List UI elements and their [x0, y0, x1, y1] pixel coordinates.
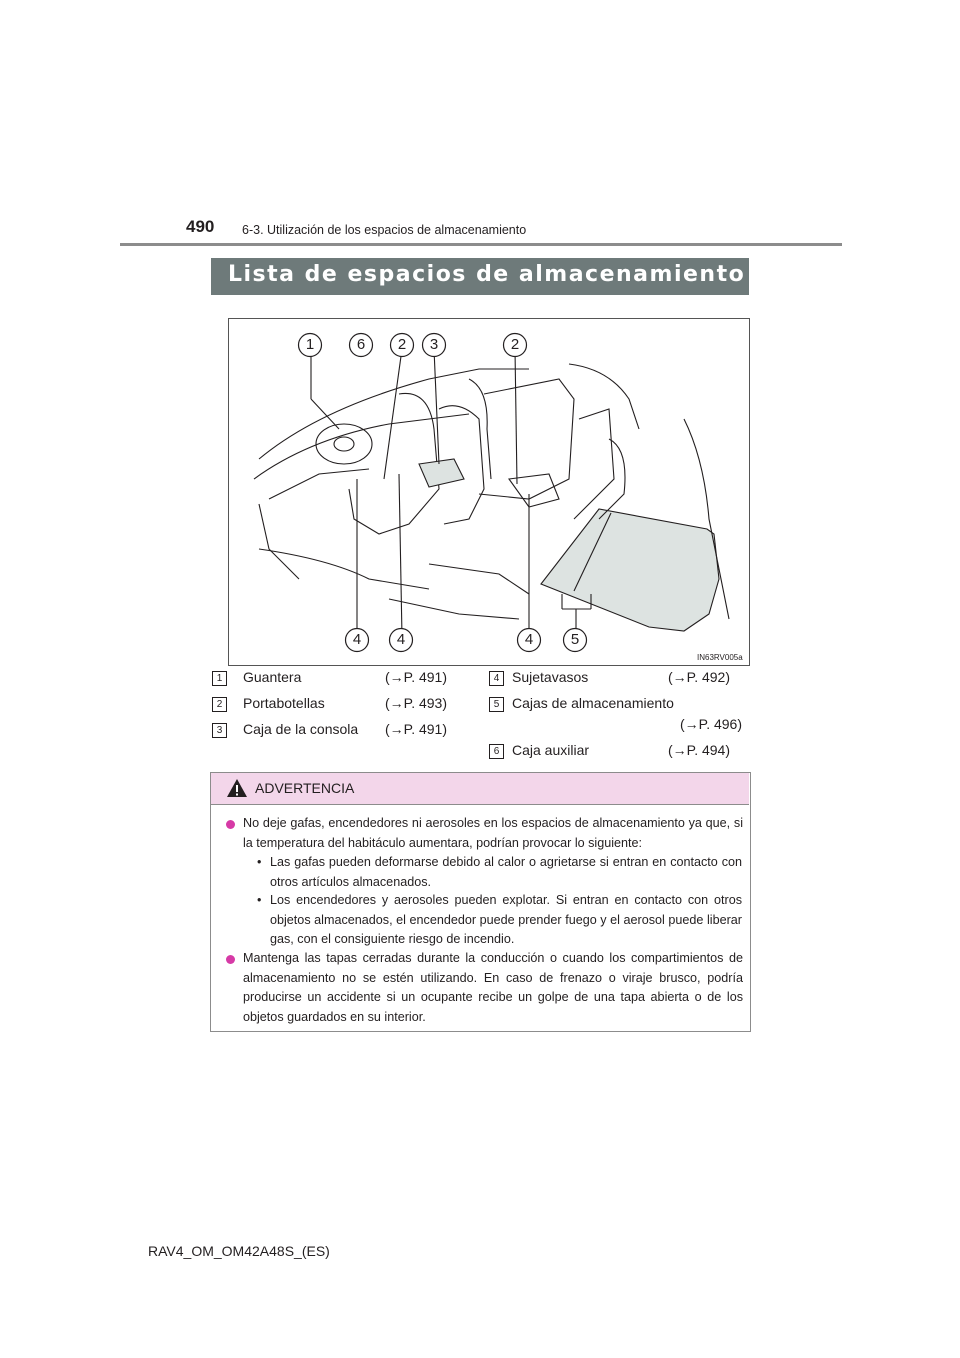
legend-label: Guantera: [243, 669, 302, 685]
legend-number: 6: [489, 744, 504, 759]
callout-label: 2: [397, 336, 407, 353]
callout-label: 4: [524, 631, 534, 648]
warning-sub-item-1: Las gafas pueden deformarse debido al calor o agrietarse si entran en contacto con otros artículos almacenados.: [270, 855, 742, 889]
section-header: 6-3. Utilización de los espacios de almacenamiento: [242, 223, 527, 237]
callout-5: [561, 626, 589, 659]
legend-page-ref: (→P. 491): [385, 721, 447, 737]
legend-page-ref: (→P. 493): [385, 695, 447, 711]
callout-1: [296, 331, 324, 364]
callout-label: 6: [356, 336, 366, 353]
callout-3: [420, 331, 448, 364]
callout-label: 4: [352, 631, 362, 648]
illustration-code: IN63RV005a: [697, 653, 743, 662]
callout-4-b: [387, 626, 415, 659]
sub-bullet-marker: •: [257, 893, 262, 907]
legend-number: 3: [212, 723, 227, 738]
legend-label: Portabotellas: [243, 695, 325, 711]
legend-number: 4: [489, 671, 504, 686]
callout-4-c: [515, 626, 543, 659]
legend-page-ref: (→P. 492): [668, 669, 730, 685]
storage-box-shape: [541, 509, 719, 631]
legend-page-ref: (→P. 494): [668, 742, 730, 758]
sub-bullet-marker: •: [257, 855, 262, 869]
callout-2: [388, 331, 416, 364]
bullet-dot: [226, 820, 235, 829]
header-rule: [120, 243, 842, 246]
warning-title: ADVERTENCIA: [255, 780, 355, 796]
callout-label: 2: [510, 336, 520, 353]
callout-6: [347, 331, 375, 364]
legend-label: Cajas de almacenamiento: [512, 695, 674, 711]
warning-item-2: Mantenga las tapas cerradas durante la conducción o cuando los compartimientos de almacenamiento no se estén utilizando. En caso de frenazo o viraje brusco, podría producirse un accidente si un ocupante recibe un golpe de una tapa abierta o de los objetos guardados en su interior.: [243, 951, 743, 1024]
legend-label: Caja de la consola: [243, 721, 359, 737]
legend-label: Caja auxiliar: [512, 742, 590, 758]
callout-2-rear: [501, 331, 529, 364]
legend-number: 2: [212, 697, 227, 712]
car-interior-drawing: [229, 319, 749, 665]
warning-item-1: No deje gafas, encendedores ni aerosoles en los espacios de almacenamiento ya que, si la temperatura del habitáculo aumentara, podrían provocar lo siguiente:: [243, 816, 743, 850]
callout-label: 3: [429, 336, 439, 353]
callout-label: 5: [570, 631, 580, 648]
callout-label: 1: [305, 336, 315, 353]
document-code-footer: RAV4_OM_OM42A48S_(ES): [148, 1243, 330, 1259]
car-interior-illustration: [228, 318, 750, 666]
page-title: Lista de espacios de almacenamiento: [228, 262, 746, 287]
warning-triangle-icon: [226, 777, 248, 799]
callout-4-a: [343, 626, 371, 659]
legend-label: Sujetavasos: [512, 669, 589, 685]
legend-number: 1: [212, 671, 227, 686]
page-number: 490: [186, 217, 215, 236]
legend-page-ref: (→P. 496): [680, 716, 742, 732]
callout-label: 4: [396, 631, 406, 648]
legend-number: 5: [489, 697, 504, 712]
legend-page-ref: (→P. 491): [385, 669, 447, 685]
bullet-dot: [226, 955, 235, 964]
warning-sub-item-2: Los encendedores y aerosoles pueden explotar. Si entran en contacto con otros objetos almacenados, el encendedor puede prender fuego y el aerosol puede liberar gas, con el consiguiente riesgo de incendio.: [270, 893, 742, 946]
